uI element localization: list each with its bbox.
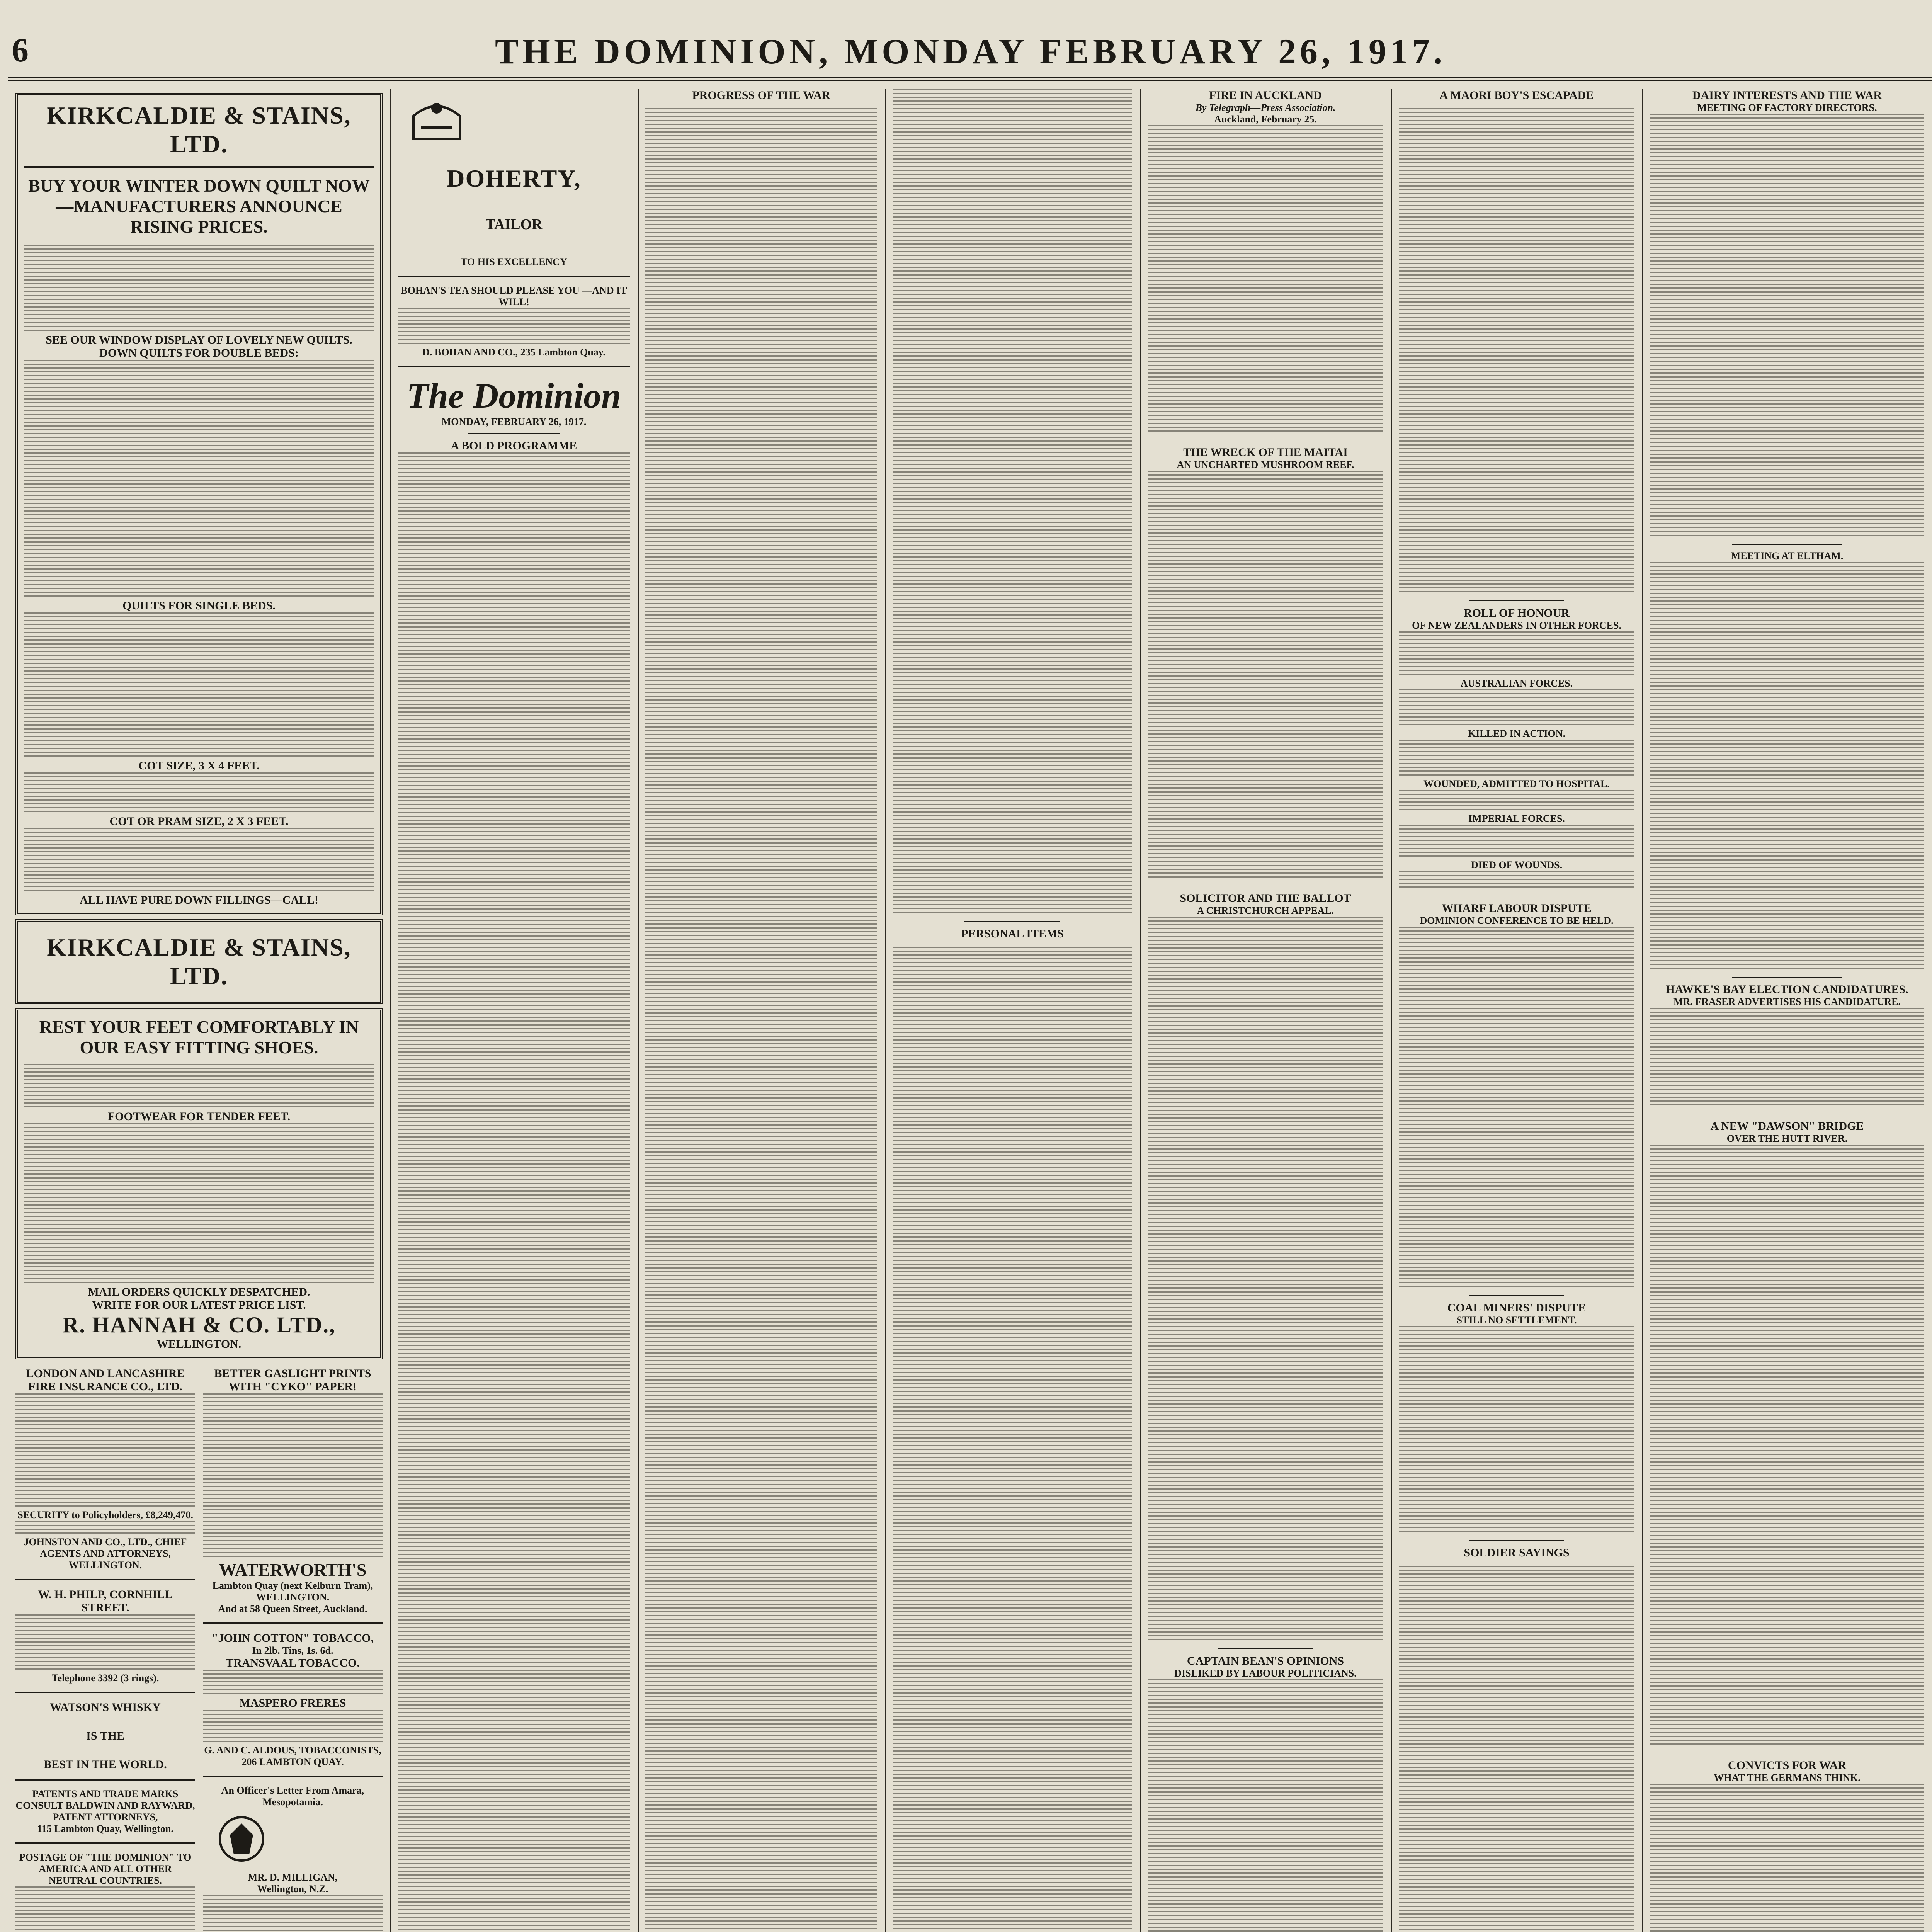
ad-line: BEST IN THE WORLD. (44, 1758, 167, 1771)
section-title: WHARF LABOUR DISPUTE (1442, 902, 1592, 915)
ad-headline: BUY YOUR WINTER DOWN QUILT NOW—MANUFACTURERS ANNOUNCE RISING PRICES. (28, 176, 370, 236)
article-text (1650, 1008, 1924, 1108)
section-subtitle: A CHRISTCHURCH APPEAL. (1197, 905, 1334, 916)
divider (15, 1579, 195, 1580)
section-title: SOLDIER SAYINGS (1464, 1546, 1570, 1559)
ad-subhead: MAIL ORDERS QUICKLY DESPATCHED. (88, 1286, 310, 1298)
ad-addr: 115 Lambton Quay, Wellington. (37, 1823, 173, 1834)
ad-price-list (24, 612, 374, 759)
section-subtitle: STILL NO SETTLEMENT. (1456, 1315, 1577, 1326)
ad-price-list (24, 828, 374, 894)
ad-subhead: QUILTS FOR SINGLE BEDS. (122, 599, 276, 612)
section-subtitle: KILLED IN ACTION. (1468, 728, 1566, 739)
tailor-name: DOHERTY, (447, 165, 581, 192)
section-subtitle: DIED OF WOUNDS. (1471, 859, 1563, 871)
ad-body-text (24, 245, 374, 333)
ad-addr: Lambton Quay (next Kelburn Tram), WELLINGTON. (212, 1580, 373, 1603)
ad-body-text (203, 1393, 383, 1560)
article-text (893, 89, 1132, 916)
article-text (1399, 1566, 1634, 1932)
paper-nameplate: The Dominion (406, 376, 621, 415)
ad-brand: WATERWORTH'S (219, 1560, 367, 1580)
article-text (1399, 790, 1634, 813)
tailor-to: TO HIS EXCELLENCY (461, 256, 567, 267)
ad-line: G. AND C. ALDOUS, TOBACCONISTS, 206 LAMBTON QUAY. (204, 1745, 381, 1767)
section-title: COAL MINERS' DISPUTE (1447, 1301, 1586, 1314)
section-title: CONVICTS FOR WAR (1728, 1759, 1847, 1772)
column-rule (638, 89, 639, 1932)
article-text (1399, 689, 1634, 728)
divider (468, 433, 560, 434)
masthead-rule (8, 77, 1932, 81)
column-rule (885, 89, 886, 1932)
ad-title: POSTAGE OF "THE DOMINION" TO AMERICA AND ALL OTHER NEUTRAL COUNTRIES. (19, 1852, 192, 1886)
ad-body-text (24, 1064, 374, 1110)
ad-agents: JOHNSTON AND CO., LTD., CHIEF AGENTS AND ATTORNEYS, WELLINGTON. (24, 1536, 187, 1571)
column-4 (645, 89, 877, 1932)
article-text (1650, 562, 1924, 971)
ad-subhead: WRITE FOR OUR LATEST PRICE LIST. (92, 1299, 306, 1311)
divider (1469, 1540, 1564, 1541)
article-text (1650, 1145, 1924, 1747)
paper-date: MONDAY, FEBRUARY 26, 1917. (441, 416, 587, 427)
section-title: HAWKE'S BAY ELECTION CANDIDATURES. (1666, 983, 1908, 996)
divider (15, 1692, 195, 1693)
divider (1469, 1295, 1564, 1296)
divider (203, 1622, 383, 1624)
ad-body-text (15, 1886, 195, 1932)
ad-headline: REST YOUR FEET COMFORTABLY IN OUR EASY FITTING SHOES. (39, 1017, 359, 1057)
section-subtitle: MR. FRASER ADVERTISES HIS CANDIDATURE. (1673, 996, 1901, 1007)
column-6 (1148, 89, 1383, 1932)
article-text (1399, 871, 1634, 890)
section-subtitle: WOUNDED, ADMITTED TO HOSPITAL. (1423, 778, 1610, 789)
ad-line: WATSON'S WHISKY (50, 1701, 161, 1714)
ad-title: LONDON AND LANCASHIRE FIRE INSURANCE CO., LTD. (26, 1367, 185, 1393)
ad-subhead: COT SIZE, 3 X 4 FEET. (138, 759, 260, 772)
column-5 (893, 89, 1132, 1932)
ad-body-text (203, 1670, 383, 1697)
ad-headline: An Officer's Letter From Amara, Mesopotamia. (221, 1785, 364, 1808)
section-subtitle: MEETING OF FACTORY DIRECTORS. (1697, 102, 1877, 113)
section-subtitle: DOMINION CONFERENCE TO BE HELD. (1420, 915, 1614, 926)
column-rule (1642, 89, 1643, 1932)
ad-signature: D. BOHAN AND CO., 235 Lambton Quay. (422, 347, 605, 358)
ad-price-list (24, 360, 374, 599)
article-text (1148, 471, 1383, 880)
section-subtitle: MEETING AT ELTHAM. (1731, 550, 1844, 561)
ad-title: W. H. PHILP, CORNHILL STREET. (38, 1588, 173, 1614)
ad-brand: KIRKCALDIE & STAINS, LTD. (47, 934, 351, 990)
section-subtitle: AN UNCHARTED MUSHROOM REEF. (1177, 459, 1354, 470)
personal-items-text (893, 947, 1132, 1932)
ad-line: In 2lb. Tins, 1s. 6d. (252, 1645, 333, 1656)
divider (1732, 977, 1842, 978)
column-7 (1399, 89, 1634, 1932)
classified-left (15, 1367, 195, 1932)
page-title: THE DOMINION, MONDAY FEBRUARY 26, 1917. (495, 32, 1446, 71)
article-text (1399, 927, 1634, 1290)
divider (1469, 600, 1564, 601)
kirkcaldie-quilt-ad (15, 93, 383, 915)
ad-body-text (15, 1521, 195, 1536)
ad-line: TRANSVAAL TOBACCO. (226, 1656, 360, 1669)
column-3 (398, 89, 630, 1932)
classified-ads (15, 1367, 383, 1932)
ad-price-list (24, 772, 374, 815)
article-text (1399, 825, 1634, 859)
divider (1218, 1648, 1313, 1649)
column-rule (1391, 89, 1392, 1932)
ad-subhead: DOWN QUILTS FOR DOUBLE BEDS: (99, 347, 299, 359)
ad-brand: R. HANNAH & CO. LTD., (62, 1312, 336, 1337)
ad-name: MR. D. MILLIGAN, (248, 1872, 338, 1883)
royal-crest-icon (398, 93, 475, 147)
leader-text (398, 452, 630, 1932)
divider (964, 921, 1060, 922)
section-subtitle: IMPERIAL FORCES. (1468, 813, 1565, 824)
article-text (1148, 917, 1383, 1643)
kirkcaldie-ad-2 (15, 919, 383, 1004)
divider (24, 166, 374, 168)
ad-tagline: ALL HAVE PURE DOWN FILLINGS—CALL! (80, 894, 318, 906)
ad-line: IS THE (86, 1730, 124, 1742)
ad-body-text (203, 1895, 383, 1932)
crest-illustration (203, 1812, 280, 1866)
tailor-role: TAILOR (485, 216, 543, 233)
section-subtitle: OF NEW ZEALANDERS IN OTHER FORCES. (1412, 620, 1621, 631)
article-text (1650, 1784, 1924, 1932)
column-rule (1140, 89, 1141, 1932)
section-title: A MAORI BOY'S ESCAPADE (1439, 89, 1594, 102)
ad-subhead: FOOTWEAR FOR TENDER FEET. (107, 1110, 291, 1123)
article-text (1148, 125, 1383, 434)
column-1 (15, 89, 383, 1932)
ad-title: PATENTS AND TRADE MARKS CONSULT BALDWIN AND RAYWARD, PATENT ATTORNEYS, (15, 1788, 195, 1823)
divider (1732, 544, 1842, 545)
article-text (1148, 1679, 1383, 1932)
section-title: PERSONAL ITEMS (961, 927, 1064, 940)
section-title: PROGRESS OF THE WAR (692, 89, 830, 102)
byline: By Telegraph—Press Association. (1195, 102, 1336, 113)
section-title: ROLL OF HONOUR (1464, 607, 1570, 619)
ad-body-text (203, 1710, 383, 1745)
article-text (1650, 114, 1924, 539)
article-text (1399, 108, 1634, 595)
page-number: 6 (12, 32, 29, 69)
section-subtitle: DISLIKED BY LABOUR POLITICIANS. (1174, 1668, 1357, 1679)
ad-brand: KIRKCALDIE & STAINS, LTD. (47, 102, 351, 158)
article-text (1399, 1326, 1634, 1535)
ad-place: Wellington, N.Z. (257, 1883, 328, 1895)
ad-title: BOHAN'S TEA SHOULD PLEASE YOU —AND IT WILL! (401, 285, 627, 308)
ad-subhead: COT OR PRAM SIZE, 2 X 3 FEET. (109, 815, 289, 828)
ad-subhead: SEE OUR WINDOW DISPLAY OF LOVELY NEW QUILTS. (46, 333, 352, 346)
section-title: THE WRECK OF THE MAITAI (1183, 446, 1348, 459)
divider (398, 276, 630, 277)
ad-body-text (15, 1393, 195, 1509)
war-article-text (645, 108, 877, 1932)
ad-shoe-list (24, 1123, 374, 1286)
hannah-shoes-ad (15, 1008, 383, 1359)
column-rule (390, 89, 391, 1932)
section-subtitle: OVER THE HUTT RIVER. (1726, 1133, 1848, 1144)
section-subtitle: WHAT THE GERMANS THINK. (1714, 1772, 1861, 1783)
ad-addr: And at 58 Queen Street, Auckland. (218, 1603, 367, 1614)
divider (15, 1842, 195, 1844)
divider (15, 1779, 195, 1781)
section-title: FIRE IN AUCKLAND (1209, 89, 1322, 102)
ad-body-text (398, 308, 630, 347)
ad-phone: Telephone 3392 (3 rings). (51, 1672, 159, 1684)
ad-line: MASPERO FRERES (239, 1697, 346, 1709)
section-title: CAPTAIN BEAN'S OPINIONS (1187, 1655, 1344, 1667)
section-subtitle: AUSTRALIAN FORCES. (1460, 678, 1573, 689)
ad-title: BETTER GASLIGHT PRINTS WITH "CYKO" PAPER! (214, 1367, 371, 1393)
masthead (12, 31, 1930, 73)
divider (398, 366, 630, 367)
classified-right (203, 1367, 383, 1932)
section-title: DAIRY INTERESTS AND THE WAR (1692, 89, 1882, 102)
ad-city: WELLINGTON. (156, 1338, 242, 1350)
leader-title: A BOLD PROGRAMME (451, 439, 577, 452)
ad-body-text (15, 1614, 195, 1672)
section-title: A NEW "DAWSON" BRIDGE (1710, 1120, 1864, 1133)
dateline: Auckland, February 25. (1214, 114, 1317, 125)
column-8 (1650, 89, 1924, 1932)
divider (203, 1776, 383, 1777)
article-text (1399, 740, 1634, 778)
article-text (1399, 631, 1634, 678)
ad-subhead: SECURITY to Policyholders, £8,249,470. (17, 1509, 193, 1520)
section-title: SOLICITOR AND THE BALLOT (1180, 892, 1351, 905)
ad-brand: "JOHN COTTON" TOBACCO, (211, 1632, 374, 1645)
